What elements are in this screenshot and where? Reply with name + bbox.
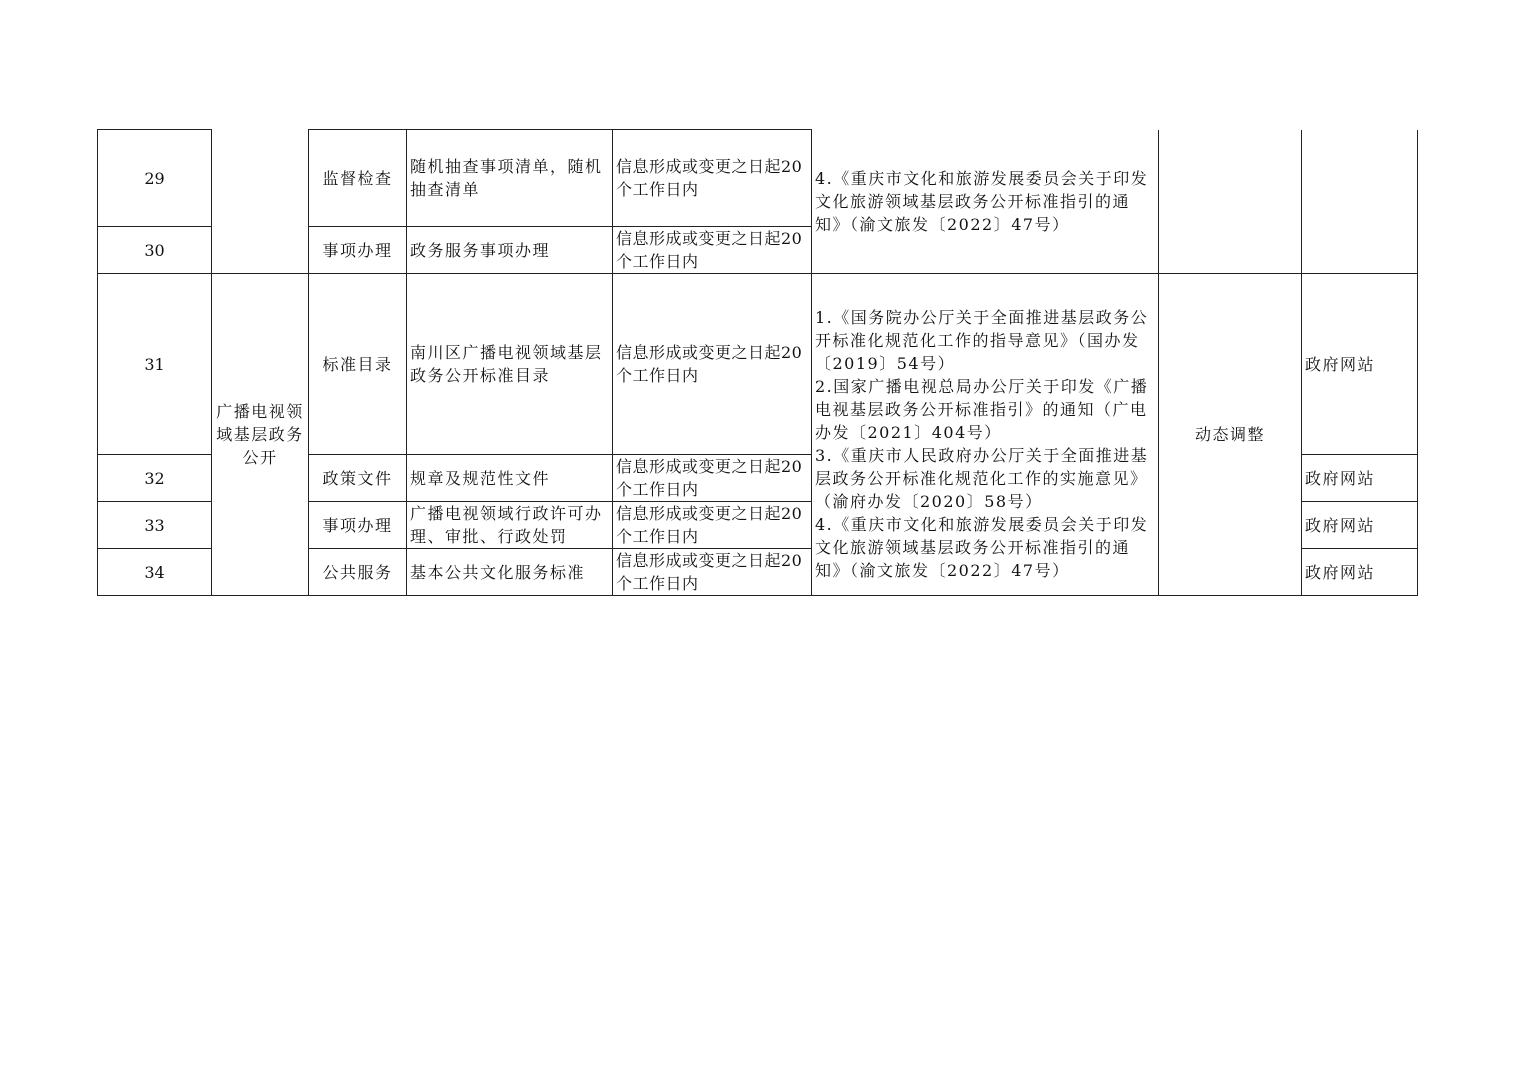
row-number: 33 — [98, 502, 212, 549]
row-number: 32 — [98, 455, 212, 502]
time-limit-cell: 信息形成或变更之日起20个工作日内 — [613, 455, 812, 502]
subcategory-cell: 事项办理 — [309, 227, 407, 274]
update-mode-cell: 动态调整 — [1159, 274, 1302, 596]
table-row — [98, 274, 1418, 455]
time-limit-cell: 信息形成或变更之日起20个工作日内 — [613, 130, 812, 227]
channel-cell: 政府网站 — [1302, 274, 1418, 455]
basis-item: 3.《重庆市人民政府办公厅关于全面推进基层政务公开标准化规范化工作的实施意见》（渝府办发〔2020〕58号） — [815, 445, 1149, 511]
content-cell: 规章及规范性文件 — [407, 455, 613, 502]
subcategory-cell: 标准目录 — [309, 274, 407, 455]
row-number: 31 — [98, 274, 212, 455]
content-cell: 南川区广播电视领域基层政务公开标准目录 — [407, 274, 613, 455]
time-limit-cell: 信息形成或变更之日起20个工作日内 — [613, 502, 812, 549]
channel-cell: 政府网站 — [1302, 502, 1418, 549]
time-limit-cell: 信息形成或变更之日起20个工作日内 — [613, 549, 812, 596]
content-cell: 基本公共文化服务标准 — [407, 549, 613, 596]
basis-item: 1.《国务院办公厅关于全面推进基层政务公开标准化规范化工作的指导意见》（国办发〔2019〕54号） — [815, 307, 1149, 373]
subcategory-cell: 政策文件 — [309, 455, 407, 502]
channel-cell: 政府网站 — [1302, 455, 1418, 502]
category-cell: 广播电视领域基层政务公开 — [212, 274, 309, 596]
row-number: 30 — [98, 227, 212, 274]
basis-cell — [812, 274, 1159, 596]
channel-cell: 政府网站 — [1302, 549, 1418, 596]
row-number: 34 — [98, 549, 212, 596]
disclosure-standard-table — [97, 129, 1418, 596]
content-cell: 随机抽查事项清单，随机抽查清单 — [407, 130, 613, 227]
category-cell-empty — [212, 130, 309, 274]
subcategory-cell: 监督检查 — [309, 130, 407, 227]
subcategory-cell: 公共服务 — [309, 549, 407, 596]
basis-item: 4.《重庆市文化和旅游发展委员会关于印发文化旅游领域基层政务公开标准指引的通知》（渝文旅发〔2022〕47号） — [815, 514, 1149, 580]
basis-item: 2.国家广播电视总局办公厅关于印发《广播电视基层政务公开标准指引》的通知（广电办发〔2021〕404号） — [815, 376, 1149, 442]
update-mode-cell-empty — [1159, 130, 1302, 274]
content-cell: 广播电视领域行政许可办理、审批、行政处罚 — [407, 502, 613, 549]
channel-cell-empty — [1302, 130, 1418, 274]
row-number: 29 — [98, 130, 212, 227]
table-row — [98, 130, 1418, 227]
content-cell: 政务服务事项办理 — [407, 227, 613, 274]
basis-cell: 4.《重庆市文化和旅游发展委员会关于印发文化旅游领域基层政务公开标准指引的通知》（渝文旅发〔2022〕47号） — [812, 130, 1159, 274]
subcategory-cell: 事项办理 — [309, 502, 407, 549]
time-limit-cell: 信息形成或变更之日起20个工作日内 — [613, 227, 812, 274]
time-limit-cell: 信息形成或变更之日起20个工作日内 — [613, 274, 812, 455]
